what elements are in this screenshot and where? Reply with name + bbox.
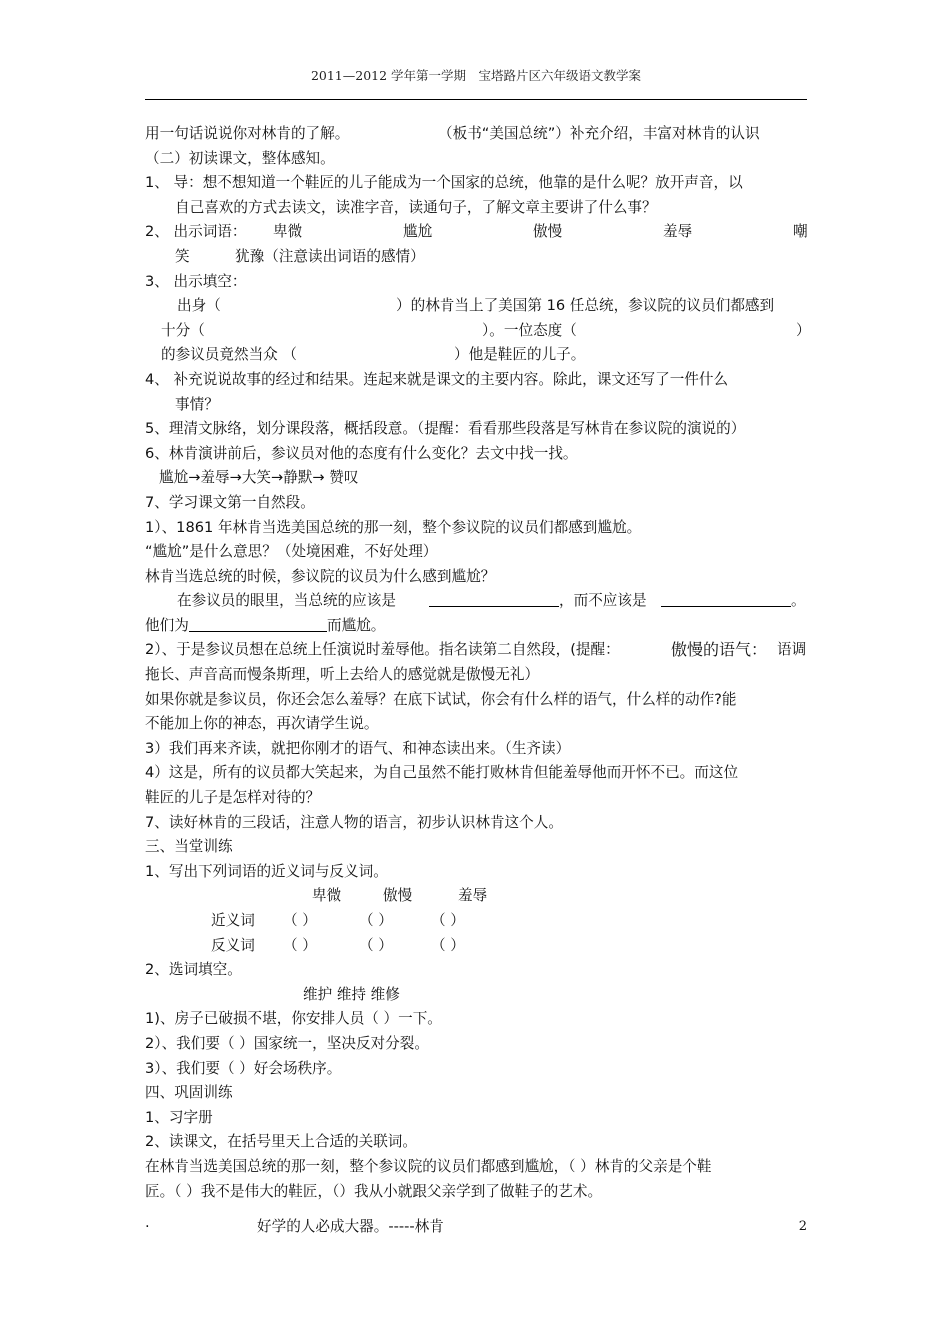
text-span: 出身（ <box>177 297 221 315</box>
page-number: 2 <box>798 1219 807 1234</box>
text-line: 如果你就是参议员，你还会怎么羞辱？在底下试试，你会有什么样的语气，什么样的动作?能 <box>145 690 737 708</box>
vocab-line <box>145 220 809 245</box>
text-line: “尴尬”是什么意思？（处境困难，不好处理） <box>145 543 438 561</box>
footer-quote: 好学的人必成大器。-----林肯 <box>257 1218 444 1235</box>
text-line: 事情？ <box>175 395 219 413</box>
vocab-word: 羞辱 <box>458 887 488 905</box>
text-line: 1）、1861 年林肯当选美国总统的那一刻，整个参议院的议员们都感到尴尬。 <box>145 518 642 536</box>
vocab-word: 卑微 <box>312 887 342 905</box>
text-line: 7、读好林肯的三段话，注意人物的语言，初步认识林肯这个人。 <box>145 813 563 831</box>
answer-blank: （ ） <box>359 936 393 954</box>
answer-blank <box>661 592 791 607</box>
vocab-word: 尴尬 <box>403 223 433 241</box>
section-heading: 三、当堂训练 <box>145 838 233 856</box>
header-rule <box>145 99 807 100</box>
text-line: 在林肯当选美国总统的那一刻，整个参议院的议员们都感到尴尬，（ ）林肯的父亲是个鞋 <box>145 1157 712 1175</box>
text-line: 2、读课文，在括号里天上合适的关联词。 <box>145 1133 417 1151</box>
text-span: 用一句话说说你对林肯的了解。 <box>145 125 350 142</box>
text-line: 3、 出示填空： <box>145 272 247 290</box>
text-span: 他们为 <box>145 616 189 634</box>
text-line: 林肯当选总统的时候，参议院的议员为什么感到尴尬？ <box>145 567 496 585</box>
text-line: 2）、我们要（ ）国家统一，坚决反对分裂。 <box>145 1034 429 1052</box>
text-span: 傲慢的语气： <box>671 640 768 660</box>
text-line: 1)、房子已破损不堪，你安排人员（ ）一下。 <box>145 1010 442 1028</box>
vocab-word: 傲慢 <box>533 223 563 241</box>
text-line: 自己喜欢的方式去读文，读准字音，读通句子，了解文章主要讲了什么事？ <box>175 198 657 216</box>
answer-blank: （ ） <box>283 912 317 929</box>
text-line: 1、 导：想不想知道一个鞋匠的儿子能成为一个国家的总统，他靠的是什么呢？放开声音，以 <box>145 174 743 192</box>
text-line: 6、林肯演讲前后，参议员对他的态度有什么变化？去文中找一找。 <box>145 444 578 462</box>
page-footer <box>145 1215 807 1239</box>
section-heading: （二）初读课文，整体感知。 <box>145 149 335 167</box>
text-line: 1、习字册 <box>145 1108 213 1126</box>
text-line: 4、 补充说说故事的经过和结果。连起来就是课文的主要内容。除此，课文还写了一件什么 <box>145 370 729 388</box>
text-line <box>145 638 809 663</box>
fill-blank-line <box>145 614 809 639</box>
fill-blank-line <box>145 343 809 368</box>
vocab-word: 笑 <box>175 247 190 265</box>
document-body <box>145 122 809 1204</box>
page-header: 2011—2012 学年第一学期 宝塔路片区六年级语文教学案 <box>310 68 642 83</box>
vocab-word: 羞辱 <box>663 223 693 241</box>
footer-dot: · <box>145 1218 150 1235</box>
answer-blank: （ ） <box>431 912 465 929</box>
text-span: 犹豫（注意读出词语的感情） <box>235 247 425 265</box>
word-choices <box>145 983 809 1008</box>
fill-blank-line <box>145 319 809 344</box>
text-span: 2）、于是参议员想在总统上任演说时羞辱他。指名读第二自然段，(提醒： <box>145 641 620 659</box>
text-line: 5、理清文脉络，划分课段落，概括段意。（提醒：看看那些段落是写林肯在参议院的演说的） <box>145 420 746 438</box>
text-line: 1、写出下列词语的近义词与反义词。 <box>145 862 388 880</box>
text-span: ） <box>796 321 811 339</box>
text-span: ）。一位态度（ <box>482 321 577 339</box>
text-span: ，而不应该是 <box>559 592 647 610</box>
vocab-word: 嘲 <box>793 223 808 241</box>
vocab-line <box>145 245 809 270</box>
attitude-sequence: 尴尬→羞辱→大笑→静默→ 赞叹 <box>159 469 359 487</box>
text-line: 拖长、声音高而慢条斯理，听上去给人的感觉就是傲慢无礼） <box>145 666 540 684</box>
text-line: 2、选词填空。 <box>145 961 242 979</box>
text-line: 匠。（ ）我不是伟大的鞋匠，（）我从小就跟父亲学到了做鞋子的艺术。 <box>145 1182 603 1200</box>
answer-blank: （ ） <box>283 936 317 954</box>
text-span: 。 <box>791 592 806 610</box>
text-span: 维护 维持 维修 <box>303 985 400 1003</box>
text-span: 在参议员的眼里，当总统的应该是 <box>177 592 396 610</box>
exercise-row <box>145 934 809 959</box>
answer-blank: （ ） <box>359 912 393 929</box>
exercise-header-row <box>145 884 809 909</box>
text-line: 鞋匠的儿子是怎样对待的？ <box>145 789 321 807</box>
text-span: 2、 出示词语： <box>145 223 247 241</box>
answer-blank: （ ） <box>431 936 465 954</box>
text-span: 语调 <box>777 641 807 659</box>
text-span: 的参议员竟然当众 （ <box>161 346 297 364</box>
text-span: 而尴尬。 <box>327 616 386 634</box>
exercise-row <box>145 909 809 934</box>
section-heading: 四、巩固训练 <box>145 1084 233 1102</box>
text-line <box>145 122 809 147</box>
text-line: 4）这是，所有的议员都大笑起来，为自己虽然不能打败林肯但能羞辱他而开怀不已。而这位 <box>145 764 739 782</box>
text-span: ）的林肯当上了美国第 16 任总统，参议院的议员们都感到 <box>396 297 775 315</box>
answer-blank <box>429 592 559 607</box>
text-line: 3）我们再来齐读，就把你刚才的语气、和神态读出来。（生齐读） <box>145 739 571 757</box>
vocab-word: 傲慢 <box>383 887 413 905</box>
text-line: 不能加上你的神态，再次请学生说。 <box>145 715 379 733</box>
text-line: 7、学习课文第一自然段。 <box>145 493 315 511</box>
row-label: 反义词 <box>211 936 255 954</box>
text-line: 3）、我们要（ ）好会场秩序。 <box>145 1059 342 1077</box>
text-span: ）他是鞋匠的儿子。 <box>454 346 586 364</box>
text-span: 十分（ <box>161 321 205 339</box>
row-label: 近义词 <box>211 912 255 929</box>
answer-blank <box>189 617 327 632</box>
vocab-word: 卑微 <box>273 223 303 241</box>
text-span: （板书“美国总统”）补充介绍，丰富对林肯的认识 <box>438 125 760 142</box>
fill-blank-line <box>145 589 809 614</box>
fill-blank-line <box>145 294 809 319</box>
